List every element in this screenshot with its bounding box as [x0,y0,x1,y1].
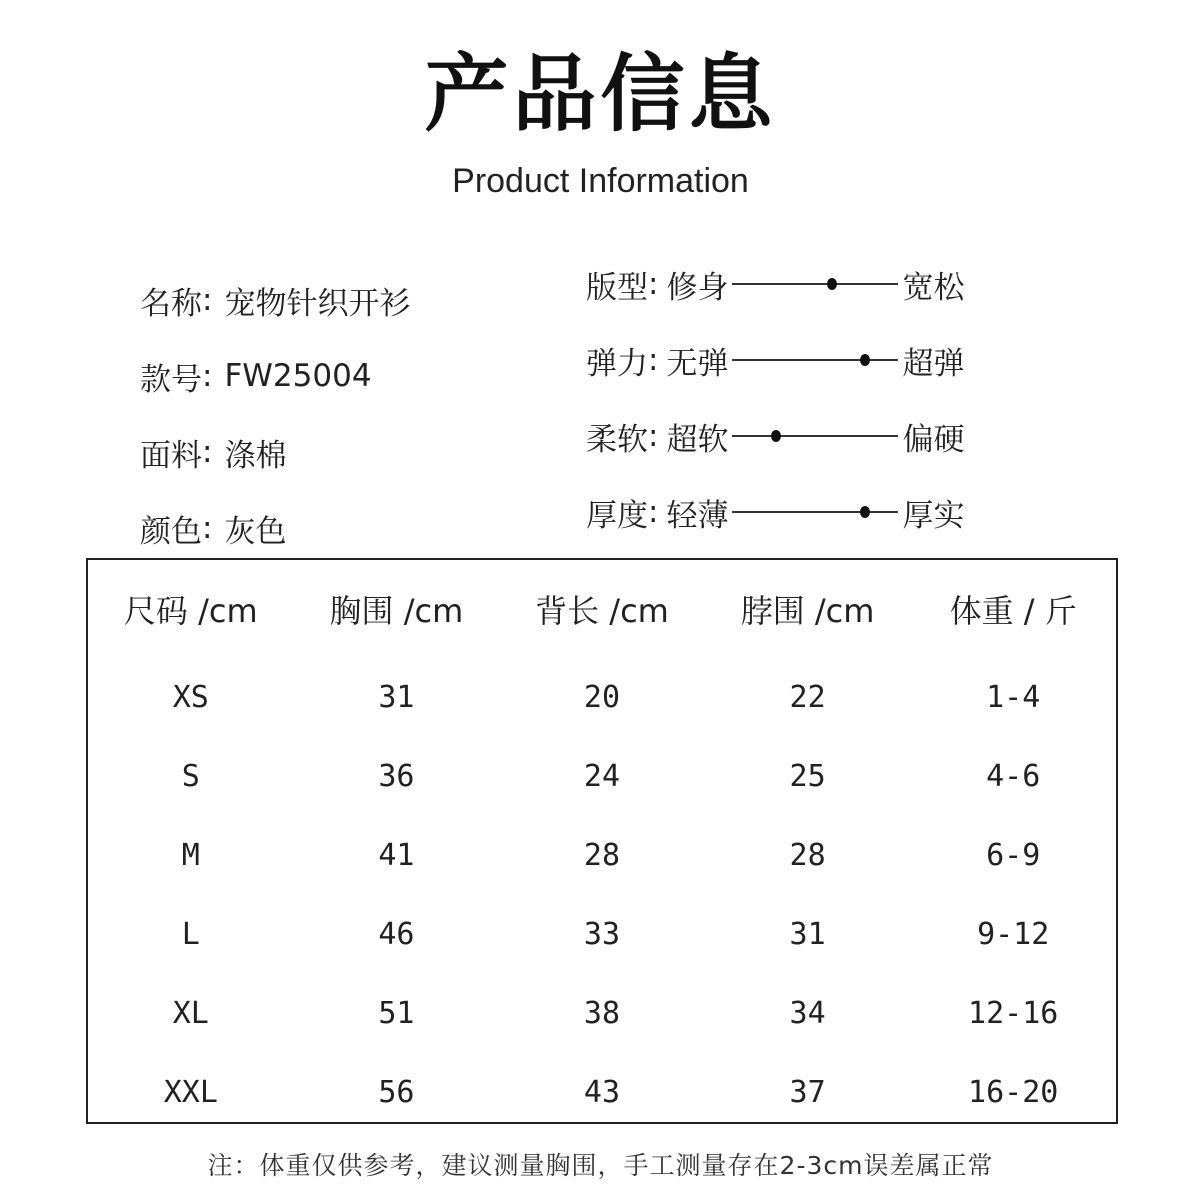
page-title: 产品信息 [424,45,777,143]
cell-back-length: 33 [583,917,621,952]
cell-weight: 4-6 [986,759,1041,794]
info-label: 面料 [140,437,202,474]
info-label: 名称 [140,285,202,322]
header-neck: 脖围 /cm [740,592,875,630]
cell-weight: 12-16 [968,996,1059,1031]
table-row [88,974,1116,1053]
header-size: 尺码 /cm [123,592,258,630]
scale-track [732,426,898,446]
footnote: 注：体重仅供参考，建议测量胸围，手工测量存在2-3cm误差属正常 [207,1151,994,1180]
cell-size: XL [172,996,209,1031]
table-row [88,737,1116,816]
cell-neck: 28 [789,838,826,873]
cell-weight: 9-12 [977,917,1050,952]
scale-track [732,350,898,370]
scale-marker [860,354,870,366]
info-colon: : [202,282,213,318]
cell-chest: 51 [378,996,415,1031]
scale-colon: : [648,342,659,378]
cell-neck: 34 [789,996,826,1031]
info-row-name [140,262,410,338]
table-row [88,816,1116,895]
info-value: 灰色 [224,513,287,550]
info-colon: : [202,510,213,546]
product-info-list [140,262,410,566]
cell-weight: 1-4 [986,680,1041,715]
scale-right-label: 宽松 [902,269,965,306]
info-colon: : [202,434,213,470]
info-colon: : [202,358,213,394]
header-chest: 胸围 /cm [329,592,464,630]
info-row-style-number [140,338,410,414]
cell-chest: 46 [378,917,415,952]
scale-left-label: 修身 [666,269,729,306]
size-table-frame [86,558,1118,1124]
header-back-length: 背长 /cm [535,592,669,630]
info-row-color [140,490,410,566]
scale-colon: : [648,266,659,302]
scale-colon: : [648,494,659,530]
scale-marker [771,430,781,442]
scale-left-label: 无弹 [666,345,729,382]
scale-marker [827,278,837,290]
cell-neck: 25 [789,759,826,794]
scale-right-label: 偏硬 [902,421,965,458]
scale-line [732,359,898,361]
info-row-fabric [140,414,410,490]
scale-left-label: 超软 [666,421,729,458]
cell-back-length: 43 [583,1075,621,1110]
scale-label: 弹力 [586,345,648,382]
cell-back-length: 20 [583,680,621,715]
scale-colon: : [648,418,659,454]
size-table-header-row [88,560,1116,658]
scale-right-label: 超弹 [902,345,965,382]
info-label: 颜色 [140,513,202,550]
scale-right-label: 厚实 [902,497,965,534]
scale-row-elasticity [586,322,964,398]
cell-size: XXL [163,1075,218,1110]
info-value: 涤棉 [224,437,287,474]
cell-size: XS [172,680,209,715]
scale-label: 版型 [586,269,648,306]
table-row [88,895,1116,974]
scale-row-thickness [586,474,964,550]
scale-label: 厚度 [586,497,648,534]
cell-neck: 37 [789,1075,826,1110]
cell-chest: 41 [378,838,415,873]
product-scales [586,246,964,550]
scale-row-softness [586,398,964,474]
cell-size: S [181,759,200,794]
scale-label: 柔软 [586,421,648,458]
table-row [88,658,1116,737]
info-label: 款号 [140,361,202,398]
cell-back-length: 28 [583,838,621,873]
scale-row-fit [586,246,964,322]
size-table [88,560,1116,1132]
cell-back-length: 24 [583,759,621,794]
info-value: FW25004 [224,358,372,394]
scale-track [732,274,898,294]
scale-left-label: 轻薄 [666,497,729,534]
cell-back-length: 38 [583,996,621,1031]
cell-chest: 36 [378,759,415,794]
cell-neck: 31 [789,917,826,952]
cell-neck: 22 [789,680,826,715]
header-weight: 体重 / 斤 [949,592,1077,630]
scale-marker [860,506,870,518]
cell-size: L [181,917,200,952]
page-subtitle: Product Information [452,162,749,200]
scale-track [732,502,898,522]
cell-chest: 56 [378,1075,415,1110]
scale-line [732,435,898,437]
info-value: 宠物针织开衫 [224,285,411,322]
cell-size: M [181,838,200,873]
cell-weight: 16-20 [968,1075,1059,1110]
cell-chest: 31 [378,680,415,715]
cell-weight: 6-9 [986,838,1041,873]
scale-line [732,283,898,285]
table-row [88,1053,1116,1132]
scale-line [732,511,898,513]
